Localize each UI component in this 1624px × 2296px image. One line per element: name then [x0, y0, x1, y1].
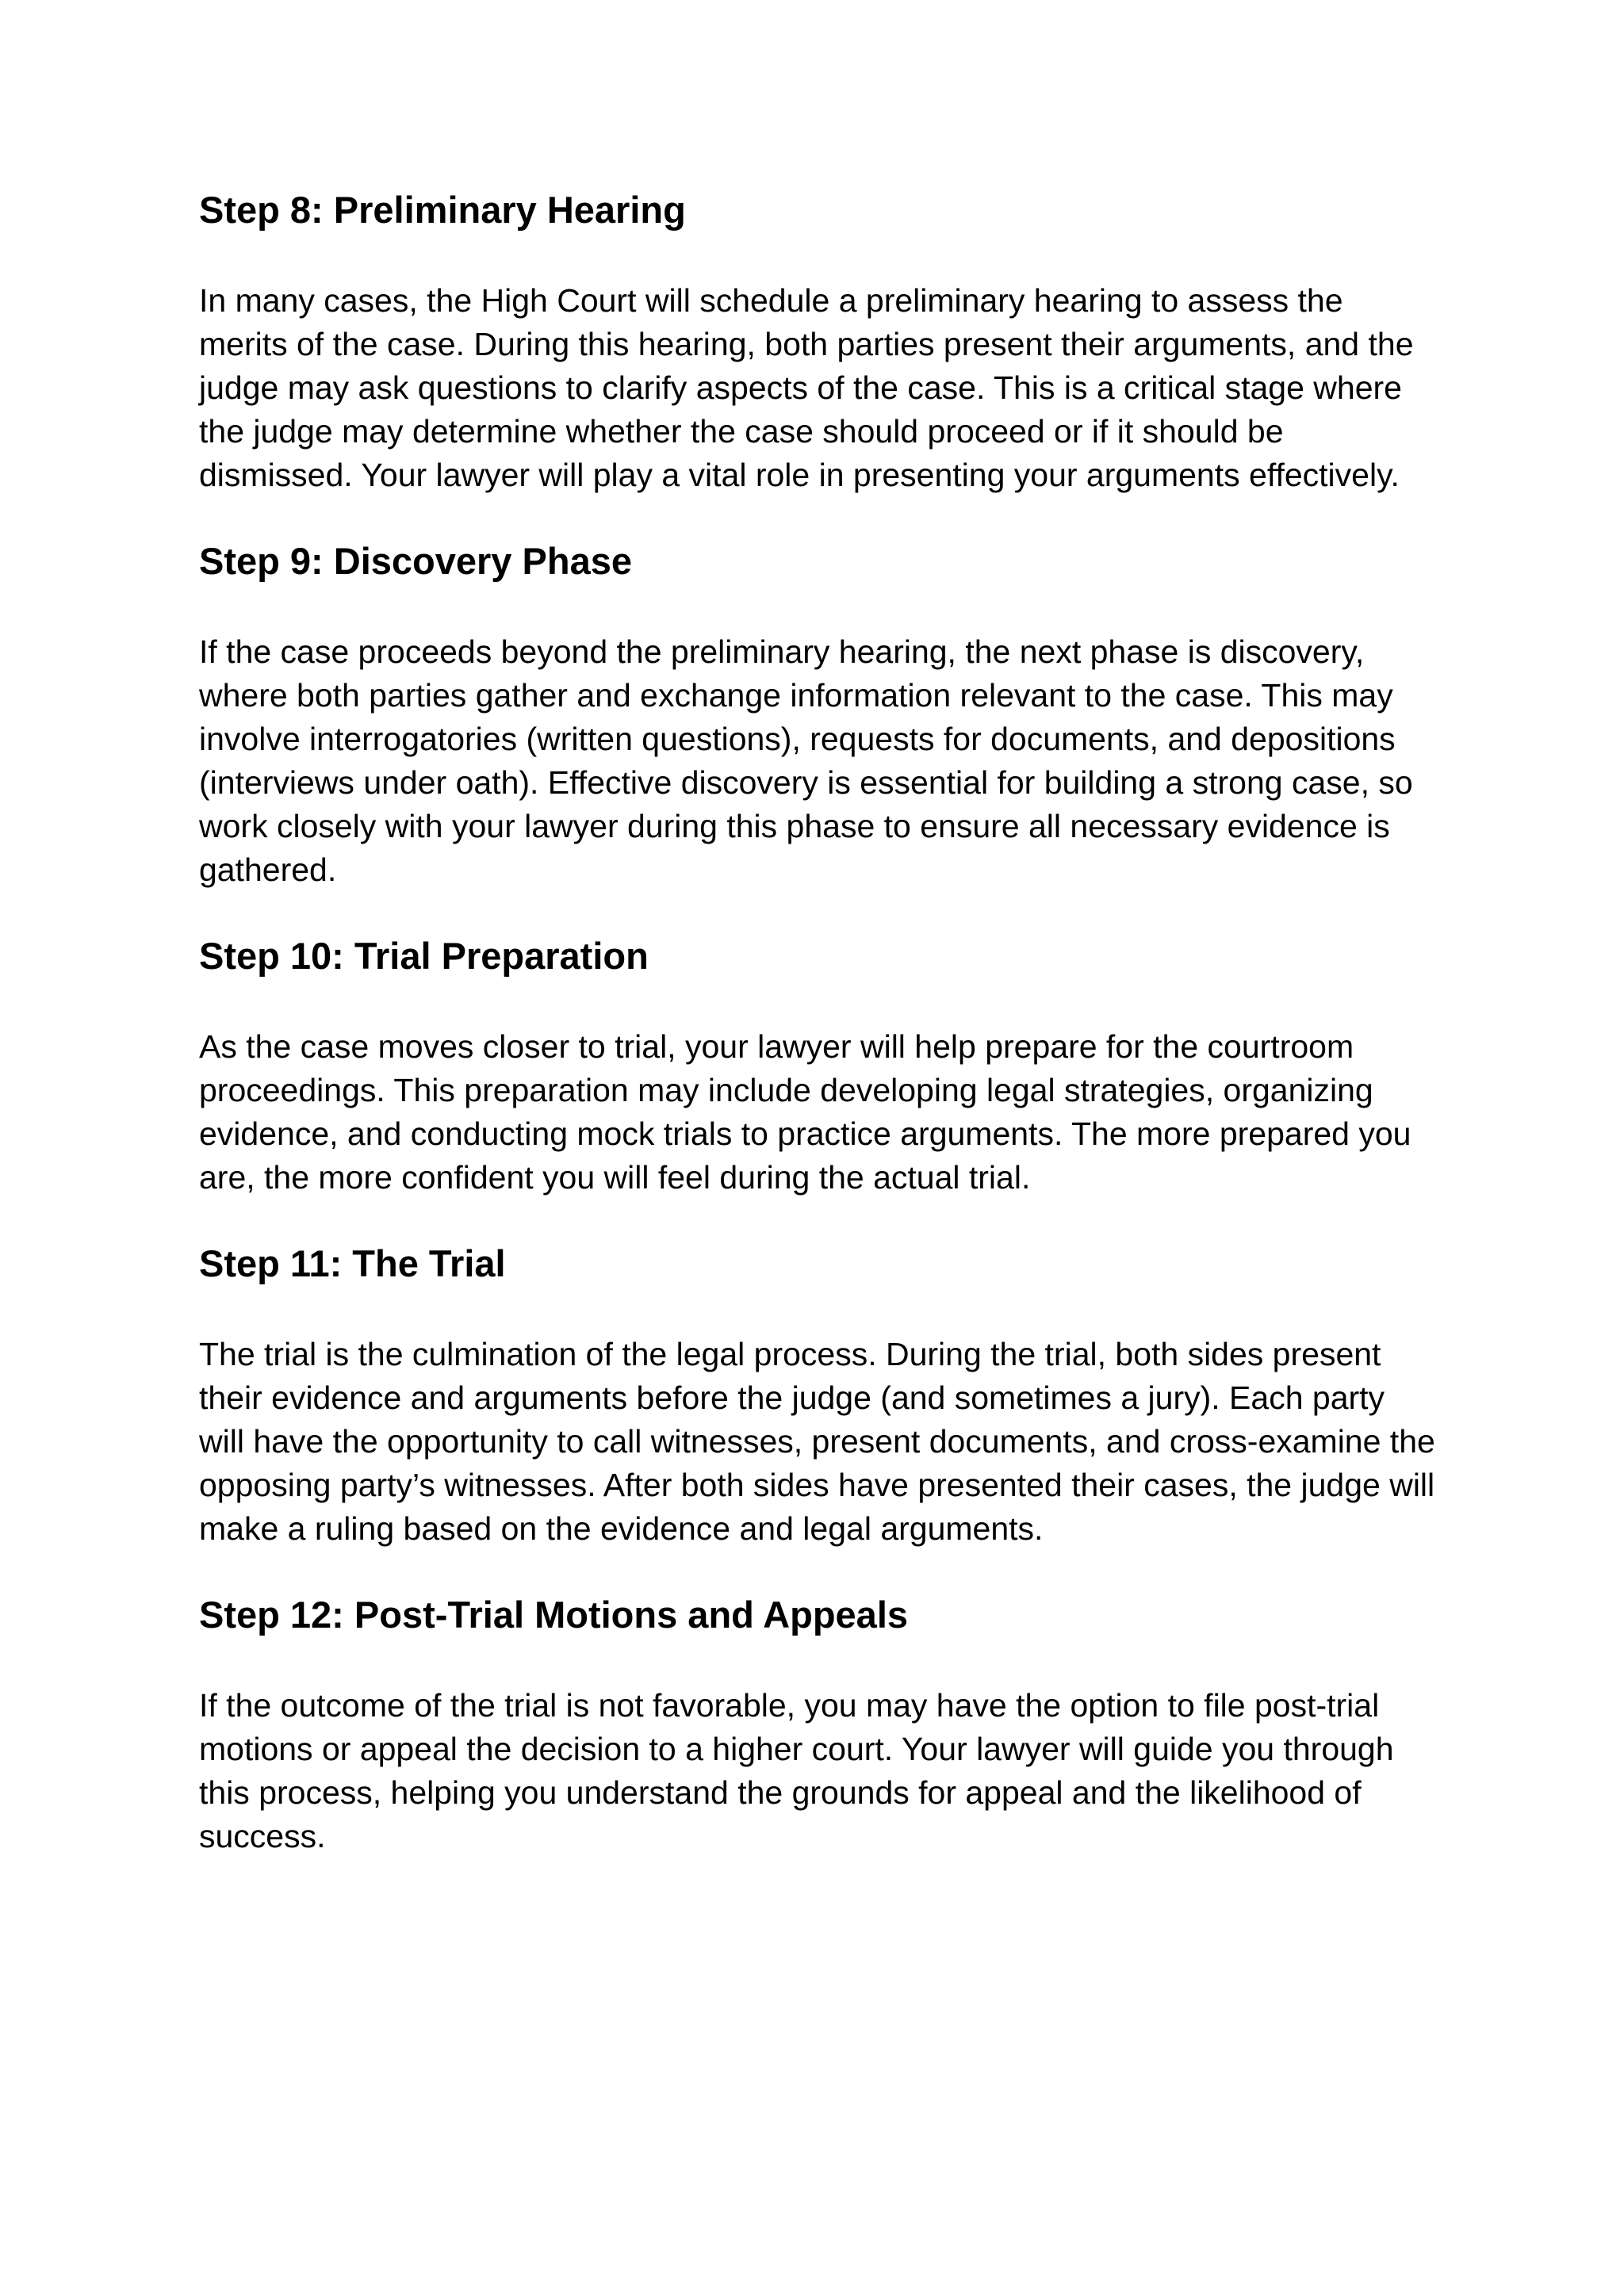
step-12-heading: Step 12: Post-Trial Motions and Appeals	[199, 1594, 909, 1636]
step-8-paragraph: In many cases, the High Court will schedule a preliminary hearing to assess the merits of the case. During this hearing, both parties present their arguments, and the judge may ask questions to clarify aspects of the case. This is a critical stage where the judge may determine whether the case should proceed or if it should be dismissed. Your lawyer will play a vital role in presenting your arguments effectively.	[199, 282, 1414, 494]
step-10-section	[199, 935, 1436, 1200]
step-8-section	[199, 189, 1436, 497]
step-10-paragraph: As the case moves closer to trial, your lawyer will help prepare for the courtroom proceedings. This preparation may include developing legal strategies, organizing evidence, and conducting mock trials to practice arguments. The more prepared you are, the more confident you will feel during the actual trial.	[199, 1028, 1411, 1196]
step-12-paragraph: If the outcome of the trial is not favorable, you may have the option to file post-trial motions or appeal the decision to a higher court. Your lawyer will guide you through this process, helping you understand the grounds for appeal and the likelihood of success.	[199, 1687, 1394, 1855]
step-8-heading: Step 8: Preliminary Hearing	[199, 189, 686, 231]
step-9-section	[199, 540, 1436, 892]
document-page	[199, 189, 1436, 1858]
step-10-heading: Step 10: Trial Preparation	[199, 935, 649, 978]
step-11-heading: Step 11: The Trial	[199, 1242, 506, 1285]
step-11-paragraph: The trial is the culmination of the legal process. During the trial, both sides present their evidence and arguments before the judge (and sometimes a jury). Each party will have the opportunity to call witnesses, present documents, and cross-examine the opposing party’s witnesses. After both sides have presented their cases, the judge will make a ruling based on the evidence and legal arguments.	[199, 1336, 1435, 1548]
step-12-section	[199, 1594, 1436, 1858]
step-11-section	[199, 1242, 1436, 1551]
step-9-paragraph: If the case proceeds beyond the preliminary hearing, the next phase is discovery, where both parties gather and exchange information relevant to the case. This may involve interrogatories (written questions), requests for documents, and depositions (interviews under oath). Effective discovery is essential for building a strong case, so work closely with your lawyer during this phase to ensure all necessary evidence is gathered.	[199, 633, 1413, 889]
step-9-heading: Step 9: Discovery Phase	[199, 540, 632, 583]
